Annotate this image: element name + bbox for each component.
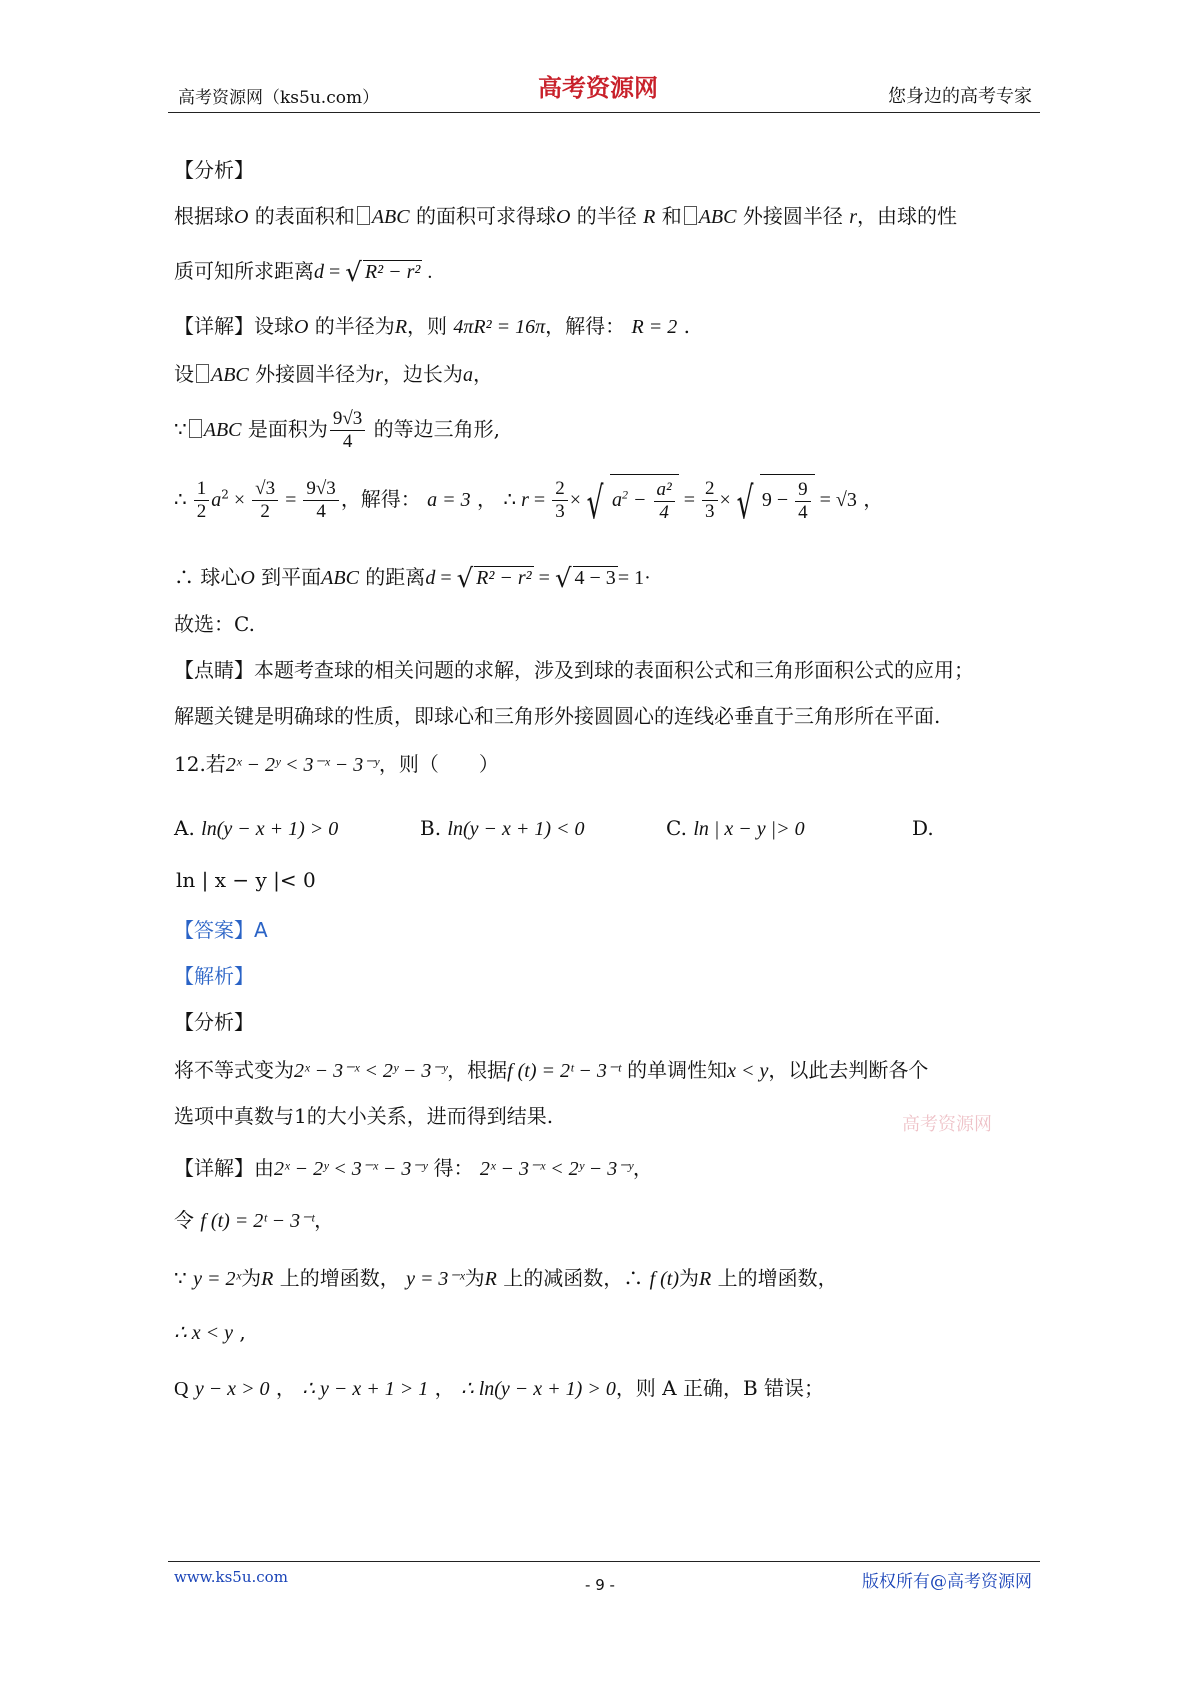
detail-distance-line: ∴ 球心O 到平面ABC 的距离d = √ R² − r² = √ 4 − 3 = 1· — [174, 564, 651, 594]
triangle-glyph — [357, 206, 370, 225]
analysis-heading: 【分析】 — [174, 158, 254, 182]
watermark-graphic — [872, 1110, 1022, 1136]
footer-copyright: 版权所有@高考资源网 — [862, 1572, 1032, 1592]
page-number: - 9 - — [585, 1576, 615, 1594]
watermark-logo — [872, 1110, 1022, 1136]
option-d-label: D. — [912, 816, 934, 840]
detail2-line-4: ∴ x < y , — [174, 1320, 246, 1344]
area-fraction: $\frac{9√3}{4}$ — [330, 408, 365, 453]
detail2-line-1: 【详解】由2ˣ − 2ʸ < 3⁻ˣ − 3⁻ʸ 得： 2ˣ − 3⁻ˣ < 2ʸ − 3⁻ʸ， — [174, 1156, 653, 1180]
answer-line: 【答案】A — [174, 918, 268, 942]
header-site-name: 高考资源网（ks5u.com） — [178, 88, 380, 108]
analysis2-line-1: 将不等式变为2ˣ − 3⁻ˣ < 2ʸ − 3⁻ʸ，根据f (t) = 2ᵗ − 3⁻ᵗ 的单调性知x < y，以此去判断各个 — [174, 1058, 929, 1082]
detail2-line-5: Q y − x > 0 ， ∴ y − x + 1 > 1 ， ∴ ln(y − x + 1) > 0，则 A 正确，B 错误； — [174, 1376, 825, 1400]
detail-line-2: 设 ABC 外接圆半径为r，边长为a， — [174, 362, 493, 386]
option-a: A. ln(y − x + 1) > 0 — [174, 816, 339, 840]
footer-url[interactable]: www.ks5u.com — [174, 1568, 288, 1586]
header-slogan: 您身边的高考专家 — [888, 86, 1032, 107]
comment-line-2: 解题关键是明确球的性质，即球心和三角形外接圆圆心的连线必垂直于三角形所在平面. — [174, 704, 941, 728]
detail-equation-line: ∴ $\frac{1}{2}$ $a^2$ × $\frac{√3}{2}$ = $\frac{9√3}{4}$ ，解得： a = 3 ， ∴ r = $\frac{2}{3}$ × √ $a^2$ − $\frac{\text{a²}}{4}$ = $\frac{2}{3}$ × √ 9 − $\frac{9}{4}$ = √3 ， — [174, 474, 883, 526]
watermark-text: 高考资源网 — [902, 1114, 992, 1135]
analysis-line-2: 质可知所求距离d = √ R² − r² . — [174, 258, 433, 288]
page-footer — [168, 1561, 1040, 1592]
site-logo — [528, 70, 668, 104]
detail2-line-2: 令 f (t) = 2ᵗ − 3⁻ᵗ， — [174, 1208, 335, 1232]
analysis2-line-2: 选项中真数与1的大小关系，进而得到结果. — [174, 1104, 554, 1128]
comment-line-1: 【点睛】本题考查球的相关问题的求解，涉及到球的表面积公式和三角形面积公式的应用； — [174, 658, 974, 682]
detail-line-3: ∵ ABC 是面积为 $\frac{9√3}{4}$ 的等边三角形, — [174, 408, 501, 452]
analysis-heading-2: 【分析】 — [174, 1010, 254, 1034]
triangle-glyph — [189, 419, 202, 438]
option-c: C. ln | x − y |> 0 — [666, 816, 805, 840]
analysis-line-1: 根据球O 的表面积和 ABC 的面积可求得球O 的半径 R 和 ABC 外接圆半径 r，由球的性 — [174, 204, 957, 228]
logo-text: 高考资源网 — [538, 73, 658, 102]
option-b: B. ln(y − x + 1) < 0 — [420, 816, 585, 840]
question-12-stem: 12.若2ˣ − 2ʸ < 3⁻ˣ − 3⁻ʸ，则（ ） — [174, 752, 499, 776]
triangle-glyph — [684, 206, 697, 225]
triangle-glyph — [196, 364, 209, 383]
solution-heading: 【解析】 — [174, 964, 254, 988]
choose-answer: 故选：C. — [174, 612, 255, 636]
detail-line-1: 【详解】设球O 的半径为R，则 4πR² = 16π，解得： R = 2 . — [174, 314, 690, 338]
detail2-line-3: ∵ y = 2ˣ为R 上的增函数， y = 3⁻ˣ为R 上的减函数，∴ f (t)为R 上的增函数， — [174, 1266, 838, 1290]
logo-graphic — [528, 70, 668, 104]
option-d-text: ln | x − y |< 0 — [176, 868, 316, 892]
